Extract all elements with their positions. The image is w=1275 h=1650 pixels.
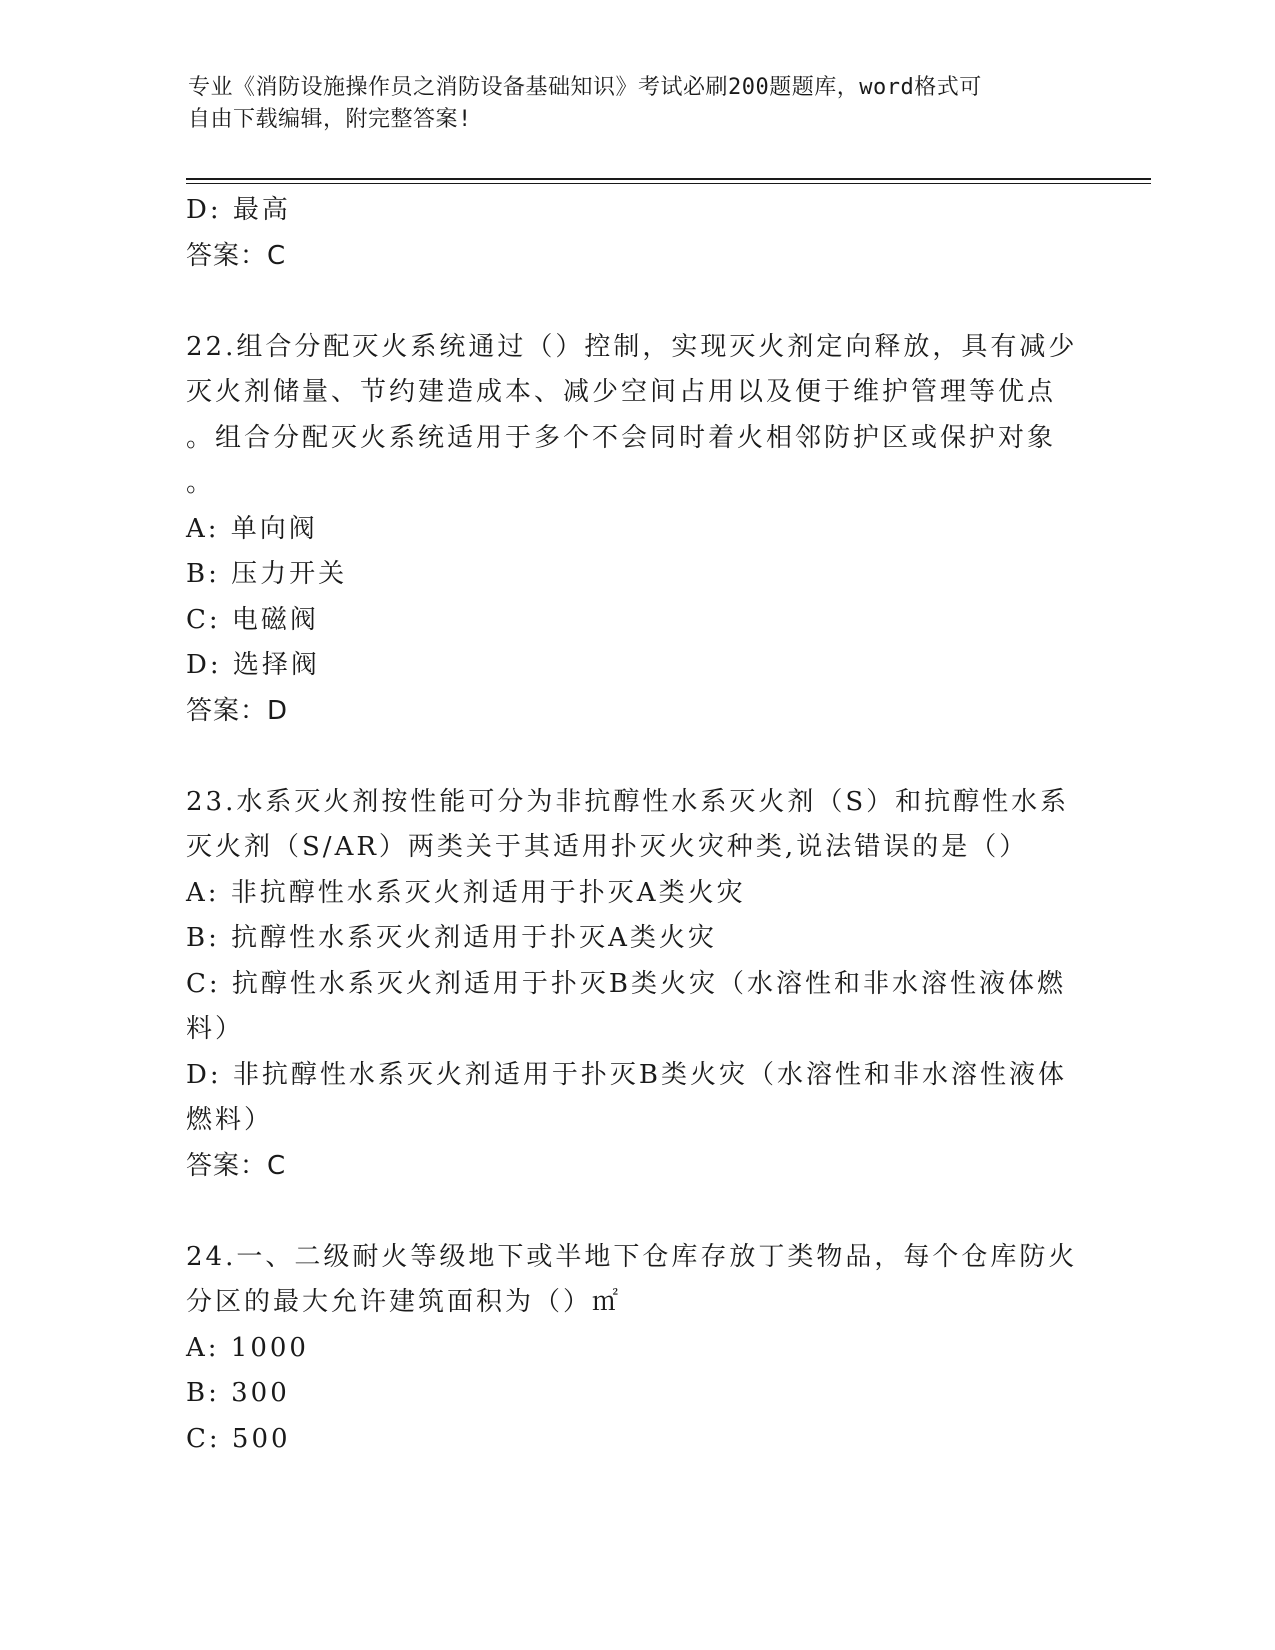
option-b: B: 抗醇性水系灭火剂适用于扑灭A类火灾	[186, 923, 717, 953]
header-line-2: 自由下载编辑，附完整答案!	[188, 107, 472, 132]
answer: 答案：C	[186, 240, 287, 271]
option-d-continued: 燃料）	[186, 1105, 274, 1135]
option-b: B: 300	[186, 1378, 290, 1408]
option-d: D: 非抗醇性水系灭火剂适用于扑灭B类火灾（水溶性和非水溶性液体	[186, 1059, 1067, 1090]
option-a: A: 1000	[186, 1332, 309, 1363]
option-b: B: 压力开关	[186, 559, 348, 589]
option-c-continued: 料）	[186, 1014, 245, 1044]
question-text-line: 灭火剂储量、节约建造成本、减少空间占用以及便于维护管理等优点	[186, 377, 1057, 407]
option-c: C: 电磁阀	[186, 604, 319, 635]
spacer	[186, 279, 1086, 325]
question-text-line: 分区的最大允许建筑面积为（）㎡	[186, 1287, 622, 1317]
question-21-tail	[186, 188, 1086, 279]
document-body	[186, 188, 1086, 1462]
header-rule-thick	[186, 178, 1151, 180]
spacer	[186, 734, 1086, 780]
question-22	[186, 325, 1086, 735]
question-text-line: 。组合分配灭火系统适用于多个不会同时着火相邻防护区或保护对象	[186, 422, 1057, 453]
question-24	[186, 1235, 1086, 1463]
header-line-1: 专业《消防设施操作员之消防设备基础知识》考试必刷200题题库，word格式可	[188, 75, 982, 100]
option-d: D: 选择阀	[186, 650, 320, 680]
answer: 答案：D	[186, 695, 289, 726]
question-text-line: 23.水系灭火剂按性能可分为非抗醇性水系灭火剂（S）和抗醇性水系	[186, 786, 1070, 817]
option-d: D: 最高	[186, 195, 291, 225]
question-text-line: 24.一、二级耐火等级地下或半地下仓库存放丁类物品，每个仓库防火	[186, 1241, 1078, 1272]
option-a: A: 单向阀	[186, 513, 318, 544]
question-text-line: 。	[186, 468, 216, 498]
header-rule-thin	[186, 183, 1151, 184]
question-text-line: 灭火剂（S/AR）两类关于其适用扑灭火灾种类,说法错误的是（）	[186, 832, 1029, 862]
question-23	[186, 780, 1086, 1190]
spacer	[186, 1189, 1086, 1235]
option-c: C: 500	[186, 1423, 291, 1454]
answer: 答案：C	[186, 1150, 287, 1181]
question-text-line: 22.组合分配灭火系统通过（）控制，实现灭火剂定向释放，具有减少	[186, 331, 1078, 362]
option-c: C: 抗醇性水系灭火剂适用于扑灭B类火灾（水溶性和非水溶性液体燃	[186, 968, 1067, 999]
option-a: A: 非抗醇性水系灭火剂适用于扑灭A类火灾	[186, 877, 746, 908]
document-header	[188, 72, 1068, 136]
